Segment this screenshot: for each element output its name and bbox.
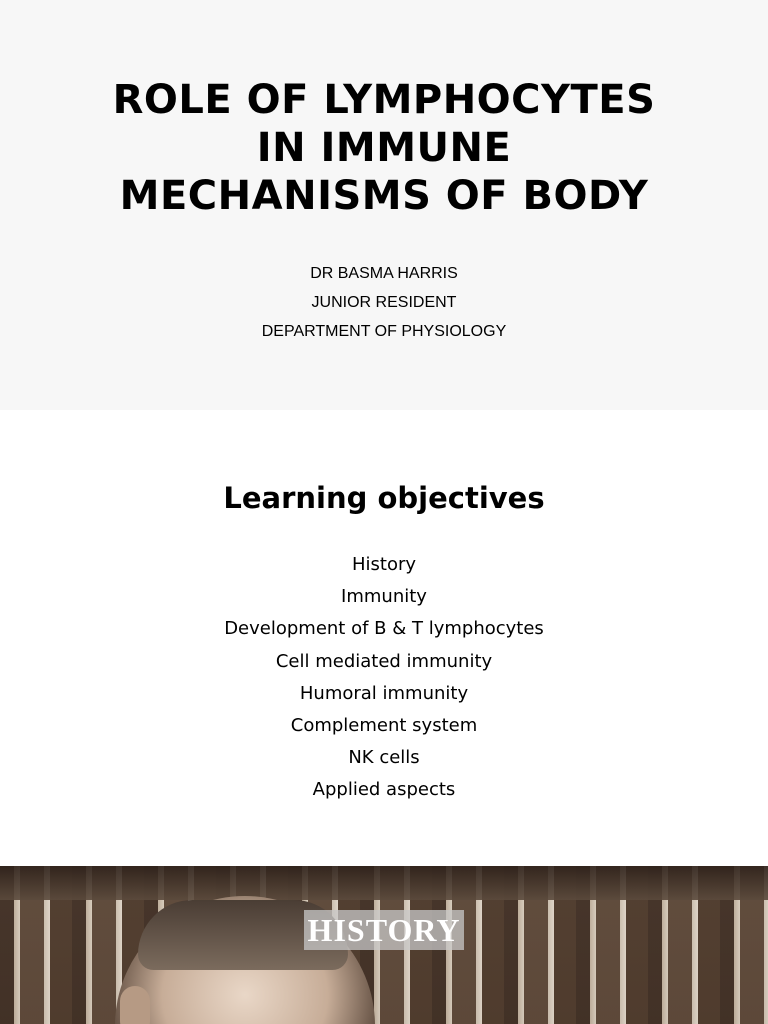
title-line: IN IMMUNE <box>256 125 512 171</box>
objective-item: Humoral immunity <box>299 682 469 704</box>
objectives-slide <box>0 420 768 860</box>
author-block <box>0 259 768 346</box>
history-slide <box>0 866 768 1024</box>
title-slide <box>0 0 768 410</box>
objectives-heading: Learning objectives <box>223 481 545 515</box>
objective-item: Development of B & T lymphocytes <box>224 618 544 640</box>
title-line: MECHANISMS OF BODY <box>119 173 649 219</box>
author-position: JUNIOR RESIDENT <box>311 294 457 311</box>
history-label: HISTORY <box>304 910 464 950</box>
objective-item: History <box>351 554 417 575</box>
author-name: DR BASMA HARRIS <box>310 265 458 282</box>
portrait-ear <box>120 986 150 1024</box>
title-line: ROLE OF LYMPHOCYTES <box>112 77 656 123</box>
objective-item: Complement system <box>290 715 478 737</box>
slide-title <box>0 76 768 220</box>
shelf-shadow <box>0 866 768 900</box>
objective-item: Immunity <box>341 586 427 608</box>
objective-item: Applied aspects <box>312 779 456 801</box>
objectives-list <box>0 549 768 807</box>
objective-item: NK cells <box>348 747 420 769</box>
author-department: DEPARTMENT OF PHYSIOLOGY <box>261 323 507 340</box>
objective-item: Cell mediated immunity <box>275 650 493 672</box>
